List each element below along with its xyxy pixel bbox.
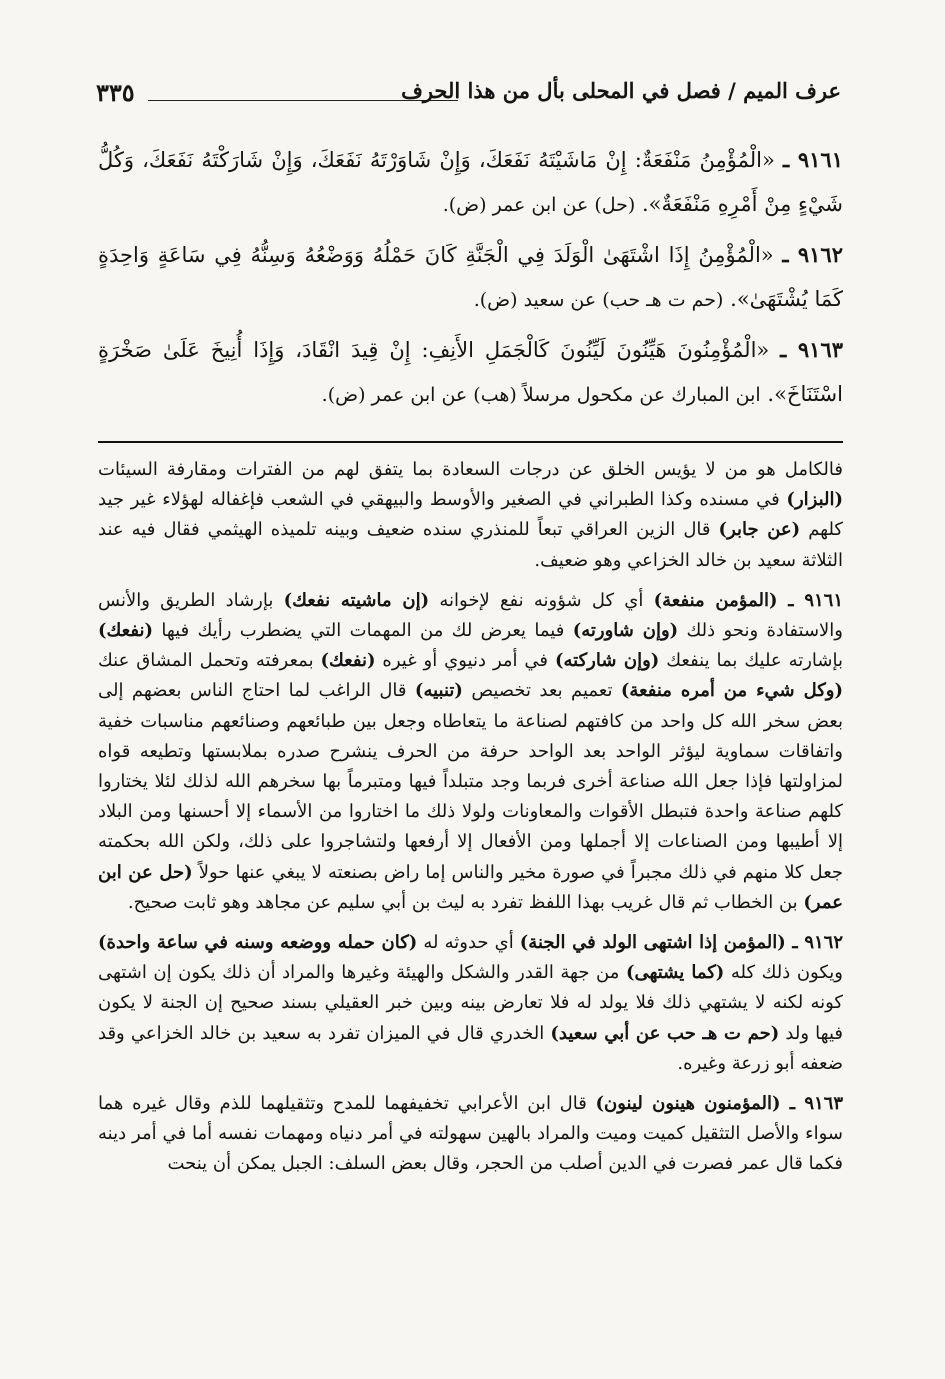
commentary-run: الخدري قال في الميزان تفرد به سعيد بن خالد الخزاعي وقد ضعفه أبو زرعة وغيره. — [98, 1022, 843, 1074]
hadith-text: «الْمُؤْمِنُ إِذَا اشْتَهَىٰ الْوَلَدَ فِي الْجَنَّةِ كَانَ حَمْلُهُ وَوَضْعُهُ وَسِنُّهُ فِي سَاعَةٍ وَاحِدَةٍ كَمَا يُشْتَهَىٰ». — [98, 243, 843, 311]
commentary-bold-run: ٩١٦١ ـ (المؤمن منفعة) — [653, 589, 843, 611]
hadith-section — [98, 138, 843, 423]
commentary-paragraph — [98, 928, 843, 1079]
commentary-bold-run: (كان حمله ووضعه وسنه في ساعة واحدة) — [98, 932, 418, 954]
hadith-9162 — [98, 233, 843, 322]
commentary-section — [98, 455, 843, 1190]
commentary-run: ويكون ذلك كله — [724, 962, 843, 984]
commentary-bold-run: (نفعك) — [320, 650, 376, 672]
commentary-bold-run: (إن ماشيته نفعك) — [283, 589, 430, 611]
hadith-9163 — [98, 328, 843, 417]
commentary-run: في أمر دنيوي أو غيره — [375, 650, 555, 672]
hadith-source: ابن المبارك عن مكحول مرسلاً (هب) عن ابن عمر (ض). — [321, 384, 761, 406]
page-number: ٣٣٥ — [96, 78, 135, 107]
commentary-bold-run: (وإن شاركته) — [554, 650, 660, 672]
commentary-run: فالكامل هو من لا يؤيس الخلق عن درجات السعادة بما يتفق لهم من الفترات ومقارفة السيئات — [98, 459, 843, 480]
hadith-source: (حم ت هـ حب) عن سعيد (ض). — [473, 289, 724, 311]
hadith-number: ٩١٦١ ـ — [782, 147, 843, 172]
commentary-bold-run: (حم ت هـ حب عن أبي سعيد) — [550, 1022, 780, 1044]
commentary-run: بإشارته عليك بما ينفعك — [659, 650, 843, 672]
page-header — [96, 78, 841, 114]
hadith-source: (حل) عن ابن عمر (ض). — [442, 194, 636, 216]
commentary-run: قال الراغب لما احتاج الناس بعضهم إلى بعض سخر الله كل واحد من كافتهم لصناعة ما يتعاطاه وجعل بين طبائعهم وصنائعهم مناسبات خفية واتفاقات سماوية ليؤثر الواحد بعد الواحد حرفة من الحرف ينشرح صدره بملابستها وتطيعه قواه لمزاولتها فإذا جعل الله صناعة أخرى فربما وجد متبلداً فيها ومتبرماً بها سخرهم الله لذلك لئلا يختاروا كلهم صناعة واحدة فتبطل الأقوات والمعاونات ولولا ذلك ما اختاروا من الأسماء إلا أحسنها ومن البلاد إلا أطيبها ومن الصناعات إلا أجملها ومن الأفعال إلا أرفعها ولتشاجروا على ذلك، ولكن الله بحكمته جعل كلا منهم في ذلك مجبراً في صورة مخير والناس إما راض بصنعته لا يبغي عنها حولاً — [98, 680, 844, 883]
hadith-number: ٩١٦٢ ـ — [782, 242, 843, 267]
commentary-bold-run: (تنبيه) — [414, 680, 463, 702]
commentary-run: بإرشاد الطريق والأنس والاستفادة ونحو ذلك — [98, 589, 843, 642]
commentary-run: أي كل شؤونه نفع لإخوانه — [429, 589, 654, 611]
commentary-bold-run: ٩١٦٢ ـ (المؤمن إذا اشتهى الولد في الجنة) — [519, 932, 843, 954]
commentary-paragraph — [98, 1089, 843, 1180]
commentary-bold-run: (البزار) — [786, 489, 843, 511]
hadith-number: ٩١٦٣ ـ — [780, 337, 843, 362]
commentary-paragraph — [98, 586, 843, 918]
hadith-9161 — [98, 138, 843, 227]
commentary-run: تعميم بعد تخصيص — [462, 680, 621, 702]
commentary-bold-run: ٩١٦٣ ـ (المؤمنون هينون لينون) — [595, 1093, 843, 1115]
commentary-paragraph — [98, 455, 843, 576]
commentary-run: فيما يعرض لك من المهمات التي يضطرب رأيك فيها — [153, 620, 573, 642]
hadith-text: «الْمُؤْمِنُ مَنْفَعَةٌ: إِنْ مَاشَيْتَهُ نَفَعَكَ، وَإِنْ شَاوَرْتَهُ نَفَعَكَ، وَإِنْ شَارَكْتَهُ نَفَعَكَ، وَكُلُّ شَيْءٍ مِنْ أَمْرِهِ مَنْفَعَةٌ». — [98, 148, 843, 216]
footnote-divider — [98, 441, 843, 443]
commentary-run: بمعرفته وتحمل المشاق عنك — [98, 650, 321, 672]
hadith-text: «الْمُؤْمِنُونَ هَيِّنُونَ لَيِّنُونَ كَالْجَمَلِ الأَنِفِ: إِنْ قِيدَ انْقَادَ، وَإِذَا أُنِيخَ عَلَىٰ صَخْرَةٍ اسْتَنَاخَ». — [98, 338, 843, 406]
commentary-run: قال الزين العراقي تبعاً للمنذري سنده ضعيف وبينه تلميذه الهيثمي فقال فيه عند الثلاثة سعيد بن خالد الخزاعي وهو ضعيف. — [98, 519, 843, 571]
commentary-run: قال ابن الأعرابي تخفيفهما للمدح وتثقيلهما للذم وقال غيره هما سواء والأصل التثقيل كميت وميت والمراد بالهين سهولته في أمر دنياه ومهمات نفسه أما في أمر دينه فكما قال عمر فصرت في الدين أصلب من الحجر، وقال بعض السلف: الجبل يمكن أن ينحت — [98, 1093, 843, 1175]
commentary-bold-run: (وإن شاورته) — [572, 620, 679, 642]
commentary-run: بن الخطاب ثم قال غريب بهذا اللفظ تفرد به ليث بن أبي سليم عن مجاهد وهو ثابت صحيح. — [127, 891, 804, 913]
commentary-bold-run: (وكل شيء من أمره منفعة) — [620, 680, 843, 702]
running-title: عرف الميم / فصل في المحلى بأل من هذا الحرف — [401, 78, 841, 103]
commentary-run: أي حدوثه له — [417, 932, 520, 954]
commentary-bold-run: (حل عن ابن عمر) — [98, 861, 843, 913]
commentary-run: من جهة القدر والشكل والهيئة وغيرها والمراد أن ذلك يكون إن اشتهى كونه لكنه لا يشتهي ذلك فلا يولد له فلا تعارض بينه وبين خبر العقيلي بسند صحيح إن الجنة لا يكون فيها ولد — [98, 962, 844, 1044]
commentary-bold-run: (كما يشتهى) — [625, 962, 725, 984]
commentary-bold-run: (عن جابر) — [718, 519, 801, 541]
commentary-run: في مسنده وكذا الطبراني في الصغير والأوسط والبيهقي في الشعب فإغفاله لهؤلاء غير جيد كلهم — [98, 489, 843, 541]
commentary-bold-run: (نفعك) — [98, 620, 154, 642]
